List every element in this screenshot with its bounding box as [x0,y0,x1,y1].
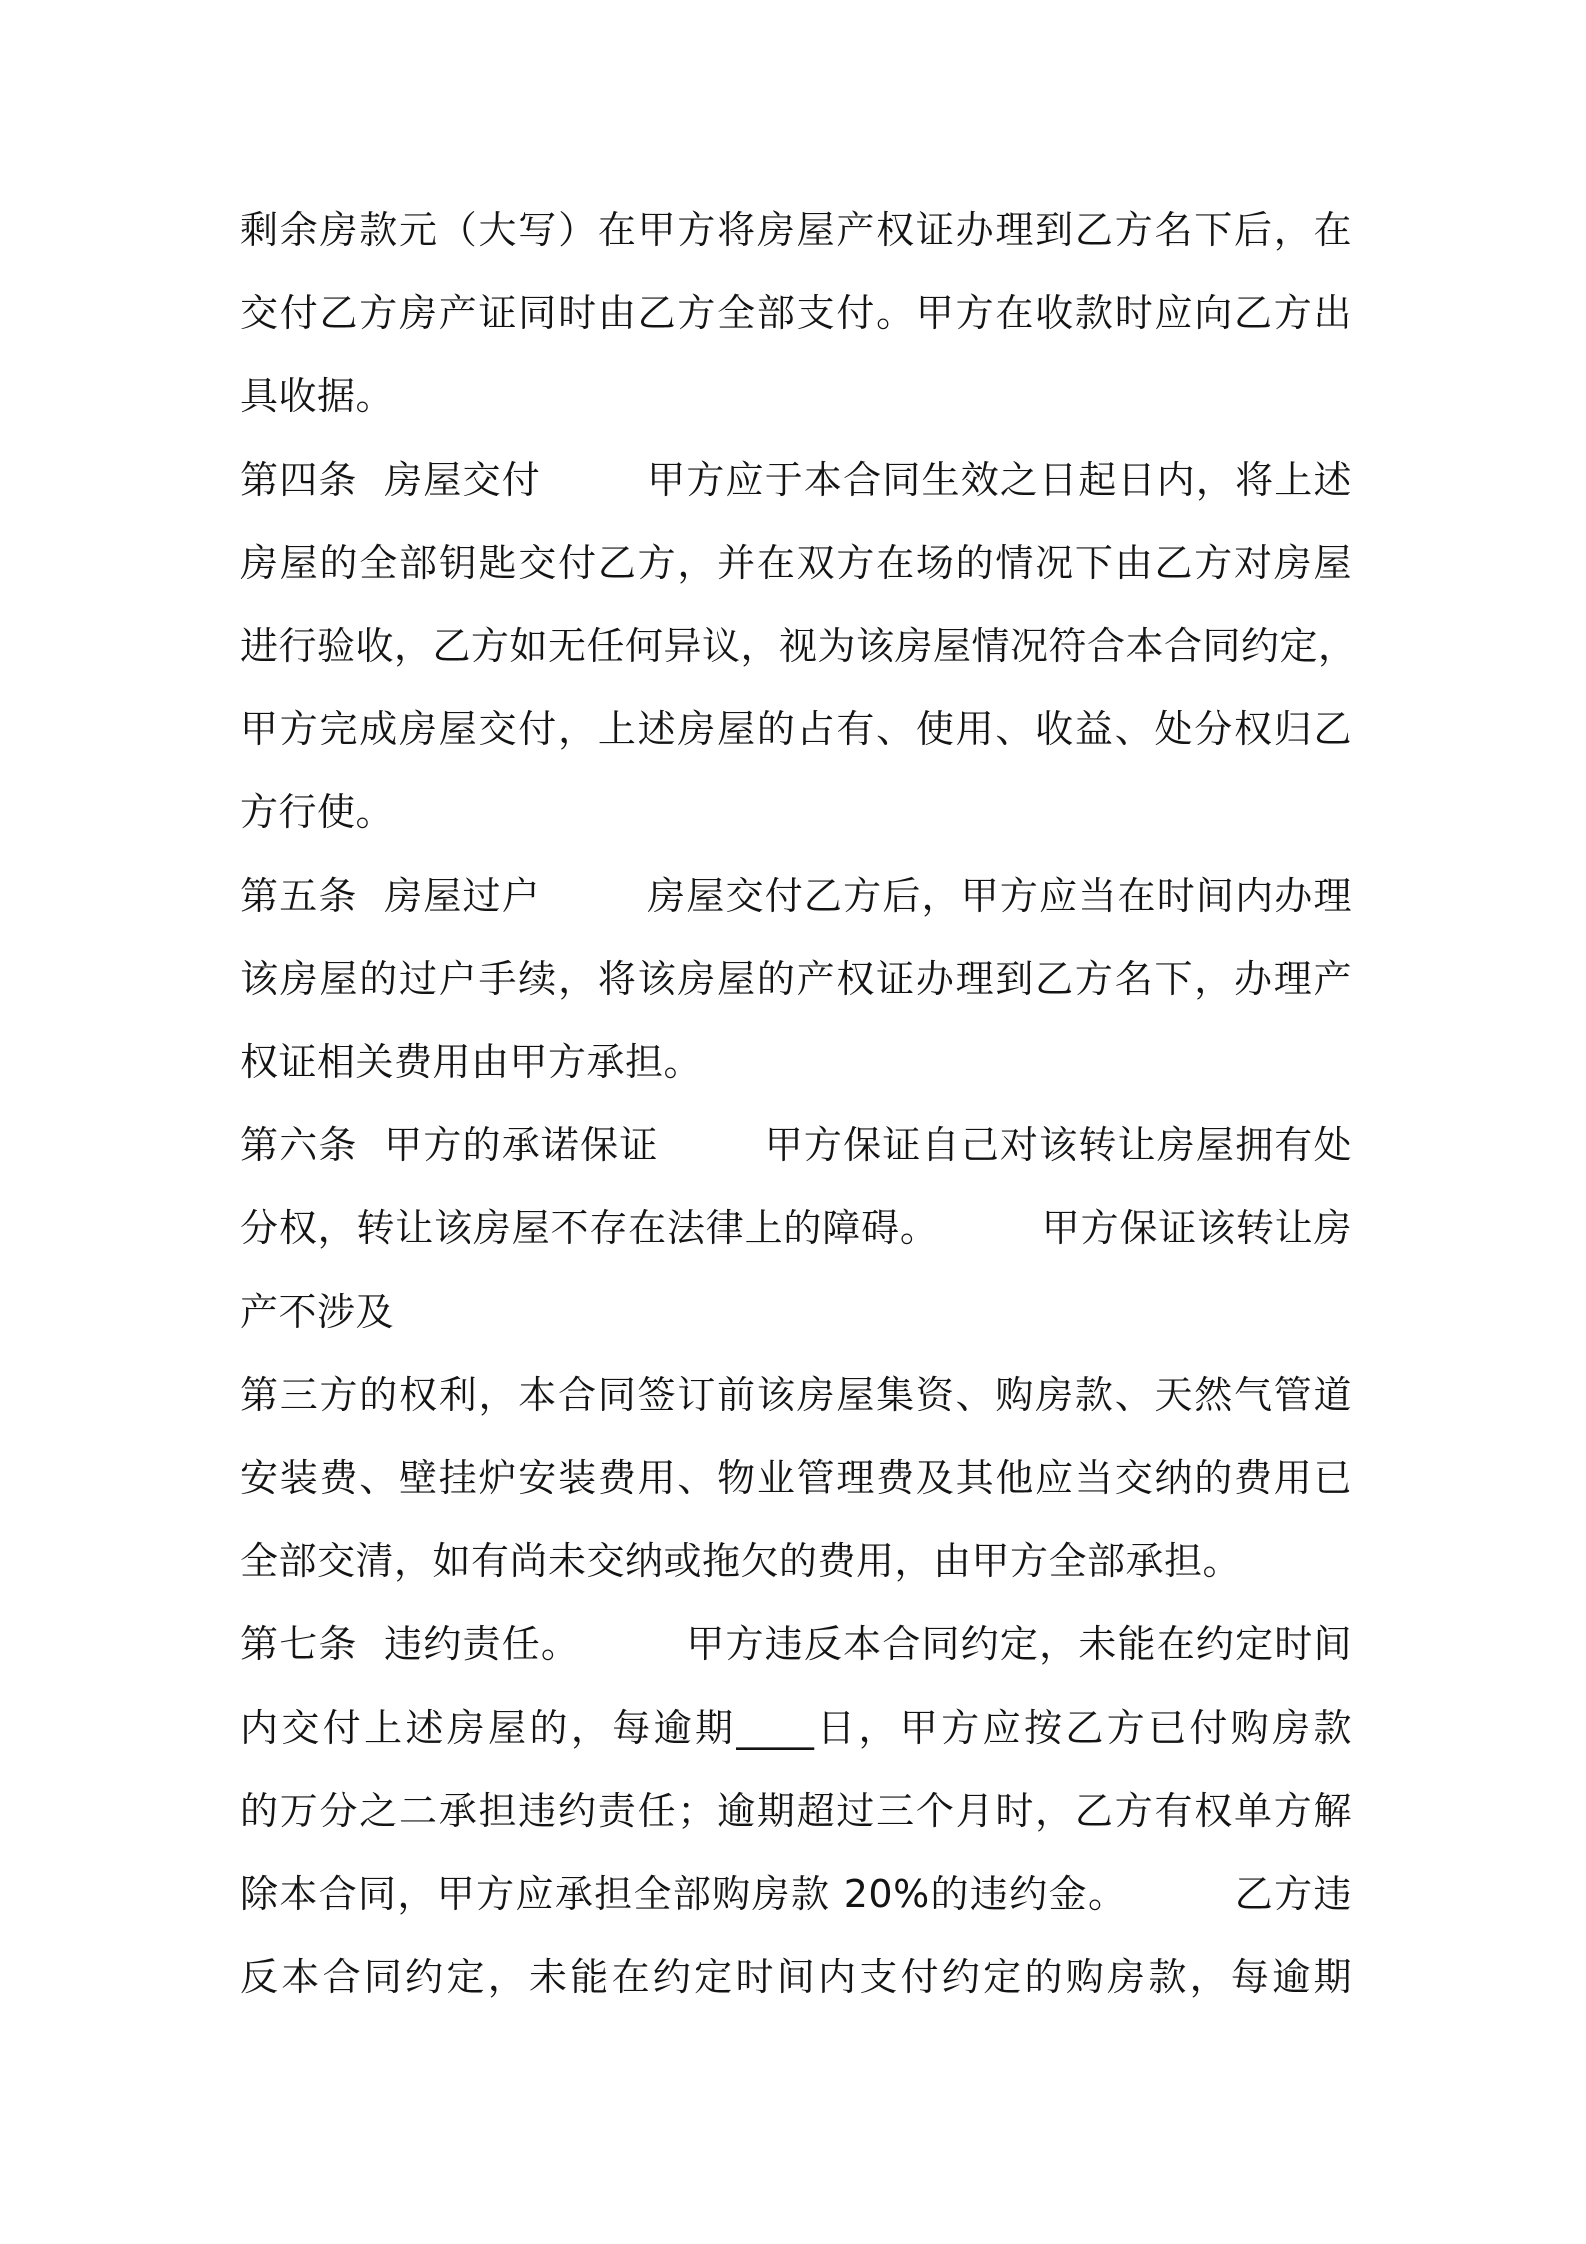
text-line: 权证相关费用由甲方承担。 [240,1040,703,1084]
text-line: 进行验收，乙方如无任何异议，视为该房屋情况符合本合同约定， [240,624,1357,668]
text-line: 甲方完成房屋交付，上述房屋的占有、使用、收益、处分权归乙 [240,707,1352,751]
text-line: 内交付上述房屋的，每逾期____日，甲方应按乙方已付购房款 [240,1706,1352,1750]
section-heading-line: 第七条 违约责任。 甲方违反本合同约定，未能在约定时间 [240,1622,1352,1666]
text-line: 除本合同，甲方应承担全部购房款 20%的违约金。 乙方违 [240,1872,1352,1916]
section-heading-line: 第四条 房屋交付 甲方应于本合同生效之日起日内，将上述 [240,458,1352,502]
text-line: 该房屋的过户手续，将该房屋的产权证办理到乙方名下，办理产 [240,957,1352,1001]
text-line: 反本合同约定，未能在约定时间内支付约定的购房款，每逾期 [240,1955,1352,1999]
text-line: 全部交清，如有尚未交纳或拖欠的费用，由甲方全部承担。 [240,1539,1242,1583]
text-line: 第三方的权利，本合同签订前该房屋集资、购房款、天然气管道 [240,1373,1352,1417]
section-heading-line: 第五条 房屋过户 房屋交付乙方后，甲方应当在时间内办理 [240,874,1352,918]
text-line: 交付乙方房产证同时由乙方全部支付。甲方在收款时应向乙方出 [240,291,1352,335]
text-line: 房屋的全部钥匙交付乙方，并在双方在场的情况下由乙方对房屋 [240,541,1352,585]
text-line: 产不涉及 [240,1290,395,1334]
text-line: 安装费、壁挂炉安装费用、物业管理费及其他应当交纳的费用已 [240,1456,1352,1500]
text-line: 的万分之二承担违约责任；逾期超过三个月时，乙方有权单方解 [240,1789,1352,1833]
text-line: 分权，转让该房屋不存在法律上的障碍。 甲方保证该转让房 [240,1206,1352,1250]
section-heading-line: 第六条 甲方的承诺保证 甲方保证自己对该转让房屋拥有处 [240,1123,1352,1167]
text-line: 方行使。 [240,790,395,834]
text-line: 具收据。 [240,374,395,418]
text-line: 剩余房款元（大写）在甲方将房屋产权证办理到乙方名下后，在 [240,208,1352,252]
